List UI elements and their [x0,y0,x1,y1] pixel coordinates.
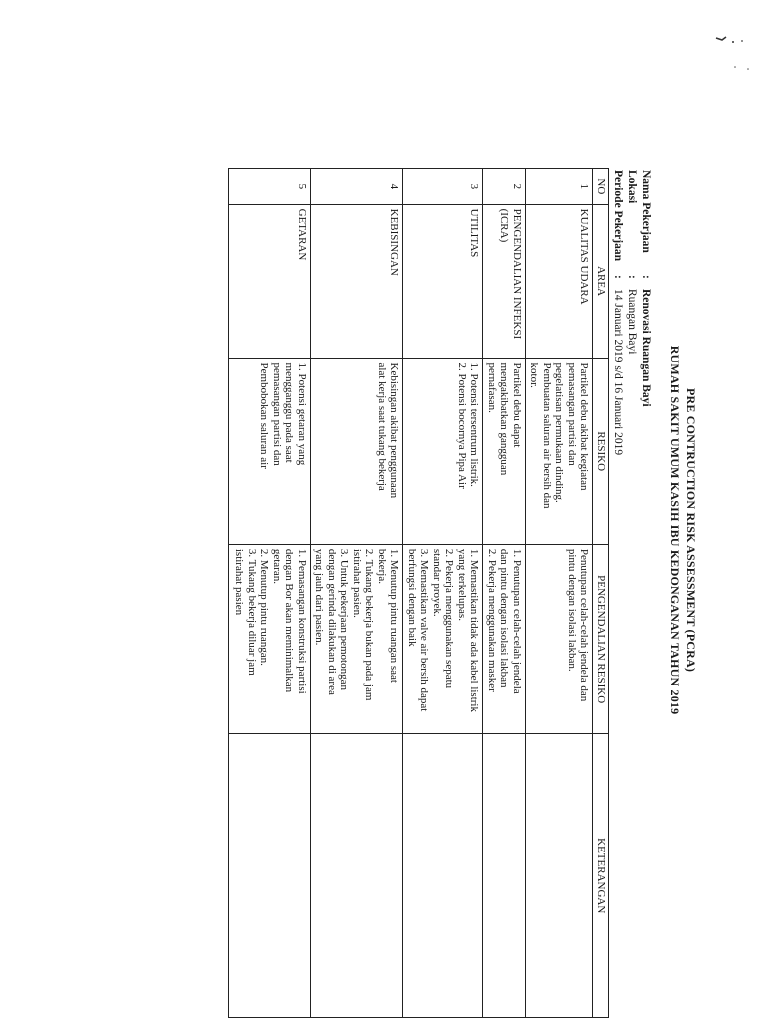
col-header-area: AREA [593,204,609,358]
resiko-line: pemasangan partisi dan [271,362,283,466]
row-pengendalian [403,544,483,734]
row-resiko [403,358,483,544]
pengendalian-line: 3. Memastikan valve air bersih dapat [418,548,431,712]
meta-label: Periode Pekerjaan [612,170,624,262]
document-subtitle: RUMAH SAKIT UMUM KASIH IBU KEDONGANAN TAHUN 2019 [668,345,682,715]
pengendalian-line: 2. Pekerja menggunakan masker [486,548,498,692]
resiko-line: pernafasan. [486,362,498,413]
table-header-row [593,169,609,1018]
resiko-line: mengganggu pada saat [283,362,296,463]
row-number: 1 [526,169,594,205]
resiko-line: Pembuatan saluran air bersih dan [541,362,553,509]
col-header-keterangan: KETERANGAN [593,734,609,1018]
meta-value: Ruangan Bayi [626,289,638,355]
row-number: 5 [229,169,311,205]
row-area: UTILITAS [403,204,483,358]
resiko-line: Partikel debu akibat kegiatan [578,362,591,491]
meta-lokasi [626,170,638,354]
table-row [403,169,483,1018]
resiko-line: pegelatisan permukaan dinding. [553,362,566,503]
meta-label: Lokasi [626,170,638,204]
row-keterangan [229,734,311,1018]
row-pengendalian [229,544,311,734]
table-row [229,169,311,1018]
row-pengendalian [311,544,404,734]
meta-colon: : [626,275,638,279]
row-area: KUALITAS UDARA [526,204,594,358]
table-row [483,169,526,1018]
row-number: 2 [483,169,526,205]
meta-nama-pekerjaan [640,170,652,407]
pengendalian-line: 2. Pekerja menggunakan sepatu [443,548,456,689]
resiko-line: 2. Potensi bocornya Pipa Air [456,362,468,489]
document-title: PRE CONTRUCTION RISK ASSESSMENT (PCRA) [684,387,698,673]
pengendalian-line: 2. Tukang bekerja bukan pada jam [363,548,376,701]
resiko-line: Partikel debu dapat [511,362,523,448]
pengendalian-line: getaran. [271,548,283,584]
row-resiko [229,358,311,544]
pengendalian-line: 1. Menutup pintu ruangan saat [388,548,401,683]
row-pengendalian [483,544,526,734]
pengendalian-line: 1. Memastikan tidak ada kabel listrik [468,548,481,712]
row-keterangan [311,734,404,1018]
pengendalian-line: 3. Tukang bekerja diluar jam [246,548,258,676]
pengendalian-line: yang jauh dari pasien. [313,548,326,646]
resiko-line: kotor. [528,362,541,388]
row-area: PENGENDALIAN INFEKSI (ICRA) [483,204,526,358]
resiko-line: alat kerja saat tukang bekerja [376,362,388,491]
row-resiko [526,358,594,544]
resiko-line: 1. Potensi tersentrum listrik. [468,362,481,487]
row-pengendalian [526,544,594,734]
table-row [526,169,594,1018]
pengendalian-line: bekerja. [376,548,388,584]
resiko-line: Kebisingan akibat penggunaan [388,362,401,499]
pengendalian-line: dengan Bor akan meminimalkan [283,548,296,693]
row-area: GETARAN [229,204,311,358]
resiko-line: Pembobokan saluran air [258,362,271,469]
col-header-no: NO [593,169,609,205]
col-header-pengendalian: PENGENDALIAN RESIKO [593,544,609,734]
pengendalian-line: dengan gerinda dilakukan di area [326,548,338,695]
meta-value: Renovasi Ruangan Bayi [640,289,652,407]
resiko-line: pemasangan partisi dan [566,362,578,466]
rotated-document [110,100,700,960]
row-keterangan [403,734,483,1018]
pengendalian-line: 1. Pemasangan konstruksi partisi [296,548,308,694]
pengendalian-line: pintu dengan isolasi lakban. [566,548,578,672]
pengendalian-line: istirahat pasien [233,548,246,616]
meta-colon: : [640,275,652,279]
pengendalian-line: 1. Penutupan celah-celah jendela [511,548,523,694]
row-area: KEBISINGAN [311,204,404,358]
pengendalian-line: 2. Menutup pintu ruangan. [258,548,271,666]
row-keterangan [483,734,526,1018]
pengendalian-line: berfungsi dengan baik [406,548,418,647]
row-keterangan [526,734,594,1018]
pengendalian-line: 3. Untuk pekerjaan pemotongan [338,548,351,690]
table-row [311,169,404,1018]
pengendalian-line: dan pintu dengan isolasi lakban [498,548,511,688]
row-number: 3 [403,169,483,205]
meta-colon: : [612,275,624,279]
resiko-line: mengakibatkan gangguan [498,362,511,476]
risk-assessment-table [228,168,609,1018]
col-header-resiko: RESIKO [593,358,609,544]
row-resiko [311,358,404,544]
pengendalian-line: Penutupan celah-celah jendela dan [578,548,591,702]
resiko-line: 1. Potensi getaran yang [296,362,308,466]
meta-value: 14 Januari 2019 s/d 16 Januari 2019 [612,289,624,456]
pengendalian-line: standar proyek. [431,548,443,617]
pengendalian-line: yang terkelupas. [456,548,468,621]
row-number: 4 [311,169,404,205]
meta-label: Nama Pekerjaan [640,170,652,253]
pengendalian-line: istirahat pasien. [351,548,363,618]
meta-periode-pekerjaan [612,170,624,455]
row-resiko [483,358,526,544]
